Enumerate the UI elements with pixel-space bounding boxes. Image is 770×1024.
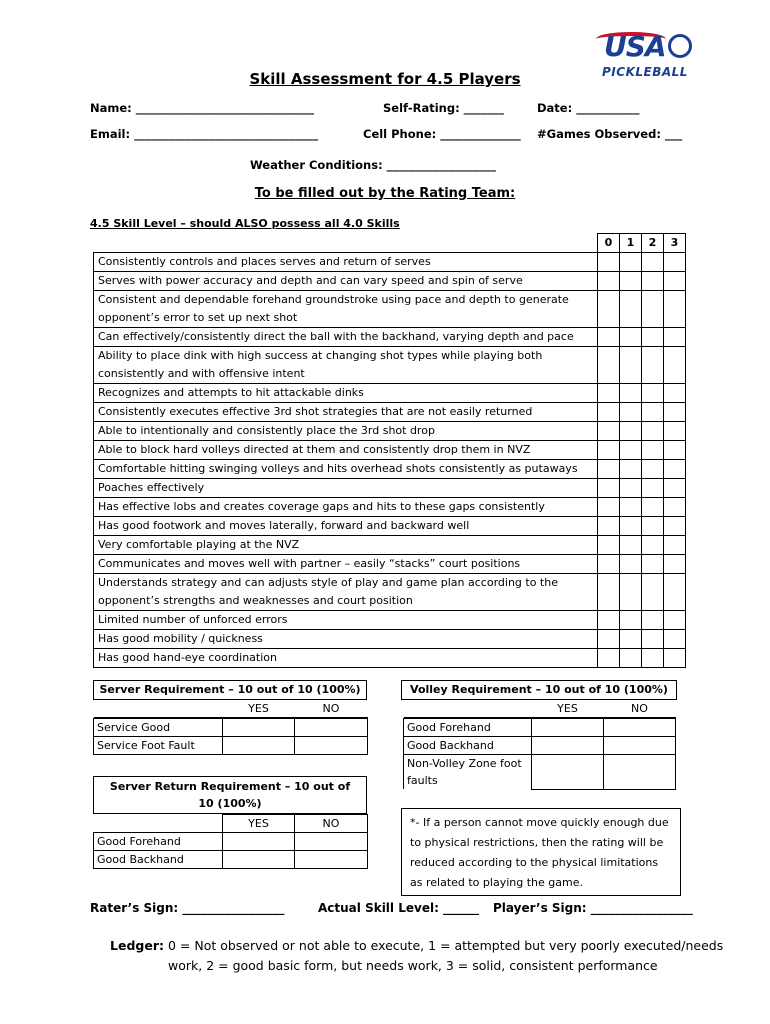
- score-cell-1[interactable]: [620, 347, 642, 384]
- score-cell-3[interactable]: [664, 253, 686, 272]
- skill-label: Has good mobility / quickness: [94, 630, 598, 649]
- score-cell-3[interactable]: [664, 630, 686, 649]
- self-rating-field[interactable]: Self-Rating: _______: [383, 101, 504, 115]
- volley-row-label: Good Backhand: [404, 737, 532, 755]
- score-cell-0[interactable]: [598, 384, 620, 403]
- score-cell-3[interactable]: [664, 460, 686, 479]
- skill-row: [94, 384, 686, 403]
- score-cell-2[interactable]: [642, 422, 664, 441]
- skill-label: Serves with power accuracy and depth and can vary speed and spin of serve: [94, 272, 598, 291]
- score-cell-3[interactable]: [664, 498, 686, 517]
- server-no-cell[interactable]: [295, 719, 368, 737]
- weather-field[interactable]: Weather Conditions: ___________________: [250, 158, 496, 172]
- skill-row: [94, 649, 686, 668]
- skill-label: Ability to place dink with high success at changing shot types while playing both consistently and with offensive intent: [94, 347, 598, 384]
- skill-row: [94, 555, 686, 574]
- ledger: [110, 936, 750, 976]
- score-cell-1[interactable]: [620, 403, 642, 422]
- skill-row: [94, 291, 686, 328]
- skill-label: Able to block hard volleys directed at them and consistently drop them in NVZ: [94, 441, 598, 460]
- server-row-label: Service Foot Fault: [94, 737, 223, 755]
- return-requirement-title: Server Return Requirement – 10 out of 10 (100%): [93, 776, 367, 814]
- server-row-label: Service Good: [94, 719, 223, 737]
- score-cell-0[interactable]: [598, 291, 620, 328]
- score-cell-3[interactable]: [664, 649, 686, 668]
- score-cell-2[interactable]: [642, 574, 664, 611]
- score-cell-2[interactable]: [642, 328, 664, 347]
- skill-label: Able to intentionally and consistently place the 3rd shot drop: [94, 422, 598, 441]
- score-cell-0[interactable]: [598, 498, 620, 517]
- skill-row: [94, 630, 686, 649]
- score-header-2: 2: [642, 234, 664, 253]
- player-signature-field[interactable]: Player’s Sign: _________________: [493, 901, 693, 915]
- logo-usa-text: USA: [604, 30, 666, 63]
- skill-row: [94, 422, 686, 441]
- skill-label: Communicates and moves well with partner – easily “stacks” court positions: [94, 555, 598, 574]
- score-cell-0[interactable]: [598, 422, 620, 441]
- skill-label: Consistently executes effective 3rd shot strategies that are not easily returned: [94, 403, 598, 422]
- volley-no-cell[interactable]: [604, 755, 676, 790]
- score-cell-2[interactable]: [642, 441, 664, 460]
- skill-row: [94, 403, 686, 422]
- score-cell-0[interactable]: [598, 649, 620, 668]
- page-title: Skill Assessment for 4.5 Players: [249, 70, 521, 88]
- return-no-cell[interactable]: [295, 833, 368, 851]
- score-header-0: 0: [598, 234, 620, 253]
- score-cell-1[interactable]: [620, 479, 642, 498]
- physical-restriction-note: *- If a person cannot move quickly enough due to physical restrictions, then the rating will be reduced according to the physical limitations as related to playing the game.: [401, 808, 681, 896]
- score-header-1: 1: [620, 234, 642, 253]
- score-cell-1[interactable]: [620, 460, 642, 479]
- score-cell-2[interactable]: [642, 272, 664, 291]
- score-cell-3[interactable]: [664, 384, 686, 403]
- volley-requirement-table: [403, 700, 676, 790]
- server-no-header: NO: [322, 702, 340, 715]
- score-cell-3[interactable]: [664, 479, 686, 498]
- skill-row: [94, 347, 686, 384]
- ledger-label: Ledger:: [110, 938, 164, 953]
- server-yes-header: YES: [248, 702, 269, 715]
- score-cell-1[interactable]: [620, 253, 642, 272]
- skill-row: [94, 498, 686, 517]
- volley-no-cell[interactable]: [604, 719, 676, 737]
- score-cell-0[interactable]: [598, 441, 620, 460]
- return-yes-header: YES: [223, 815, 295, 833]
- score-cell-2[interactable]: [642, 403, 664, 422]
- volley-yes-cell[interactable]: [532, 719, 604, 737]
- score-cell-1[interactable]: [620, 328, 642, 347]
- score-cell-2[interactable]: [642, 611, 664, 630]
- pickleball-icon: [668, 34, 692, 58]
- score-cell-0[interactable]: [598, 347, 620, 384]
- skill-label: Has effective lobs and creates coverage gaps and hits to these gaps consistently: [94, 498, 598, 517]
- skill-row: [94, 479, 686, 498]
- score-cell-3[interactable]: [664, 403, 686, 422]
- score-cell-0[interactable]: [598, 272, 620, 291]
- skill-row: [94, 328, 686, 347]
- skill-row: [94, 253, 686, 272]
- score-cell-1[interactable]: [620, 611, 642, 630]
- rating-team-heading: To be filled out by the Rating Team:: [254, 186, 516, 201]
- skill-row: [94, 272, 686, 291]
- date-field[interactable]: Date: ___________: [537, 101, 640, 115]
- skill-label: Consistently controls and places serves and return of serves: [94, 253, 598, 272]
- skill-label: Limited number of unforced errors: [94, 611, 598, 630]
- score-cell-0[interactable]: [598, 460, 620, 479]
- score-cell-3[interactable]: [664, 555, 686, 574]
- score-cell-3[interactable]: [664, 611, 686, 630]
- skill-label: Consistent and dependable forehand groundstroke using pace and depth to generate opponent’s error to set up next shot: [94, 291, 598, 328]
- score-cell-1[interactable]: [620, 649, 642, 668]
- score-cell-3[interactable]: [664, 291, 686, 328]
- cell-phone-field[interactable]: Cell Phone: ______________: [363, 127, 521, 141]
- score-header-3: 3: [664, 234, 686, 253]
- games-observed-field[interactable]: #Games Observed: ___: [537, 127, 683, 141]
- score-cell-0[interactable]: [598, 517, 620, 536]
- skill-row: [94, 460, 686, 479]
- return-no-header: NO: [295, 815, 368, 833]
- score-cell-2[interactable]: [642, 555, 664, 574]
- score-cell-2[interactable]: [642, 291, 664, 328]
- score-cell-2[interactable]: [642, 536, 664, 555]
- score-cell-3[interactable]: [664, 272, 686, 291]
- server-requirement-title: Server Requirement – 10 out of 10 (100%): [93, 680, 367, 700]
- skill-label: Understands strategy and can adjusts style of play and game plan according to the opponent’s strengths and weaknesses and court position: [94, 574, 598, 611]
- score-cell-0[interactable]: [598, 403, 620, 422]
- score-cell-2[interactable]: [642, 347, 664, 384]
- score-cell-3[interactable]: [664, 328, 686, 347]
- score-cell-2[interactable]: [642, 630, 664, 649]
- volley-requirement-title: Volley Requirement – 10 out of 10 (100%): [401, 680, 677, 700]
- skill-label: Poaches effectively: [94, 479, 598, 498]
- score-cell-0[interactable]: [598, 536, 620, 555]
- email-field[interactable]: Email: ________________________________: [90, 127, 319, 141]
- score-cell-2[interactable]: [642, 384, 664, 403]
- score-cell-2[interactable]: [642, 479, 664, 498]
- score-cell-2[interactable]: [642, 649, 664, 668]
- score-cell-3[interactable]: [664, 422, 686, 441]
- score-cell-1[interactable]: [620, 498, 642, 517]
- return-row-label: Good Forehand: [94, 833, 223, 851]
- volley-yes-cell[interactable]: [532, 755, 604, 790]
- skill-label: Has good hand-eye coordination: [94, 649, 598, 668]
- volley-yes-cell[interactable]: [532, 737, 604, 755]
- score-cell-1[interactable]: [620, 441, 642, 460]
- volley-no-cell[interactable]: [604, 737, 676, 755]
- ledger-line-2: work, 2 = good basic form, but needs work, 3 = solid, consistent performance: [168, 958, 658, 973]
- actual-skill-level-field[interactable]: Actual Skill Level: ______: [318, 901, 480, 915]
- return-yes-cell[interactable]: [223, 851, 295, 869]
- score-cell-2[interactable]: [642, 253, 664, 272]
- skill-level-heading: 4.5 Skill Level – should ALSO possess all 4.0 Skills: [90, 217, 400, 230]
- name-field[interactable]: Name: _______________________________: [90, 101, 315, 115]
- score-cell-0[interactable]: [598, 611, 620, 630]
- server-no-cell[interactable]: [295, 737, 368, 755]
- skills-table: [93, 233, 686, 668]
- score-cell-1[interactable]: [620, 517, 642, 536]
- skill-row: [94, 611, 686, 630]
- return-no-cell[interactable]: [295, 851, 368, 869]
- score-cell-1[interactable]: [620, 384, 642, 403]
- score-cell-0[interactable]: [598, 479, 620, 498]
- score-cell-1[interactable]: [620, 536, 642, 555]
- score-cell-1[interactable]: [620, 555, 642, 574]
- rater-signature-field[interactable]: Rater’s Sign: _________________: [90, 901, 285, 915]
- score-cell-1[interactable]: [620, 272, 642, 291]
- score-cell-0[interactable]: [598, 630, 620, 649]
- return-row-label: Good Backhand: [94, 851, 223, 869]
- logo-pickleball-text: PICKLEBALL: [602, 65, 688, 79]
- volley-row-label: Non-Volley Zone foot faults: [404, 755, 532, 790]
- skill-row: [94, 536, 686, 555]
- server-yes-cell[interactable]: [223, 719, 295, 737]
- score-cell-0[interactable]: [598, 574, 620, 611]
- skill-row: [94, 574, 686, 611]
- volley-no-header: NO: [631, 702, 648, 715]
- score-cell-2[interactable]: [642, 498, 664, 517]
- score-header-row: [94, 234, 686, 253]
- server-requirement-table: [93, 700, 368, 755]
- score-cell-0[interactable]: [598, 328, 620, 347]
- skill-label: Very comfortable playing at the NVZ: [94, 536, 598, 555]
- score-cell-3[interactable]: [664, 536, 686, 555]
- skill-label: Comfortable hitting swinging volleys and hits overhead shots consistently as putaways: [94, 460, 598, 479]
- score-cell-0[interactable]: [598, 253, 620, 272]
- score-cell-3[interactable]: [664, 517, 686, 536]
- server-yes-cell[interactable]: [223, 737, 295, 755]
- score-cell-1[interactable]: [620, 291, 642, 328]
- score-cell-1[interactable]: [620, 630, 642, 649]
- return-yes-cell[interactable]: [223, 833, 295, 851]
- score-cell-3[interactable]: [664, 574, 686, 611]
- skill-label: Has good footwork and moves laterally, forward and backward well: [94, 517, 598, 536]
- score-cell-2[interactable]: [642, 460, 664, 479]
- skill-label: Can effectively/consistently direct the ball with the backhand, varying depth and pace: [94, 328, 598, 347]
- volley-row-label: Good Forehand: [404, 719, 532, 737]
- score-cell-0[interactable]: [598, 555, 620, 574]
- skill-label: Recognizes and attempts to hit attackable dinks: [94, 384, 598, 403]
- score-cell-1[interactable]: [620, 422, 642, 441]
- skill-row: [94, 441, 686, 460]
- skill-row: [94, 517, 686, 536]
- return-requirement-table: [93, 814, 368, 869]
- score-cell-3[interactable]: [664, 441, 686, 460]
- volley-yes-header: YES: [557, 702, 578, 715]
- ledger-line-1: 0 = Not observed or not able to execute, 1 = attempted but very poorly executed/needs: [167, 938, 724, 953]
- score-cell-3[interactable]: [664, 347, 686, 384]
- score-cell-1[interactable]: [620, 574, 642, 611]
- score-cell-2[interactable]: [642, 517, 664, 536]
